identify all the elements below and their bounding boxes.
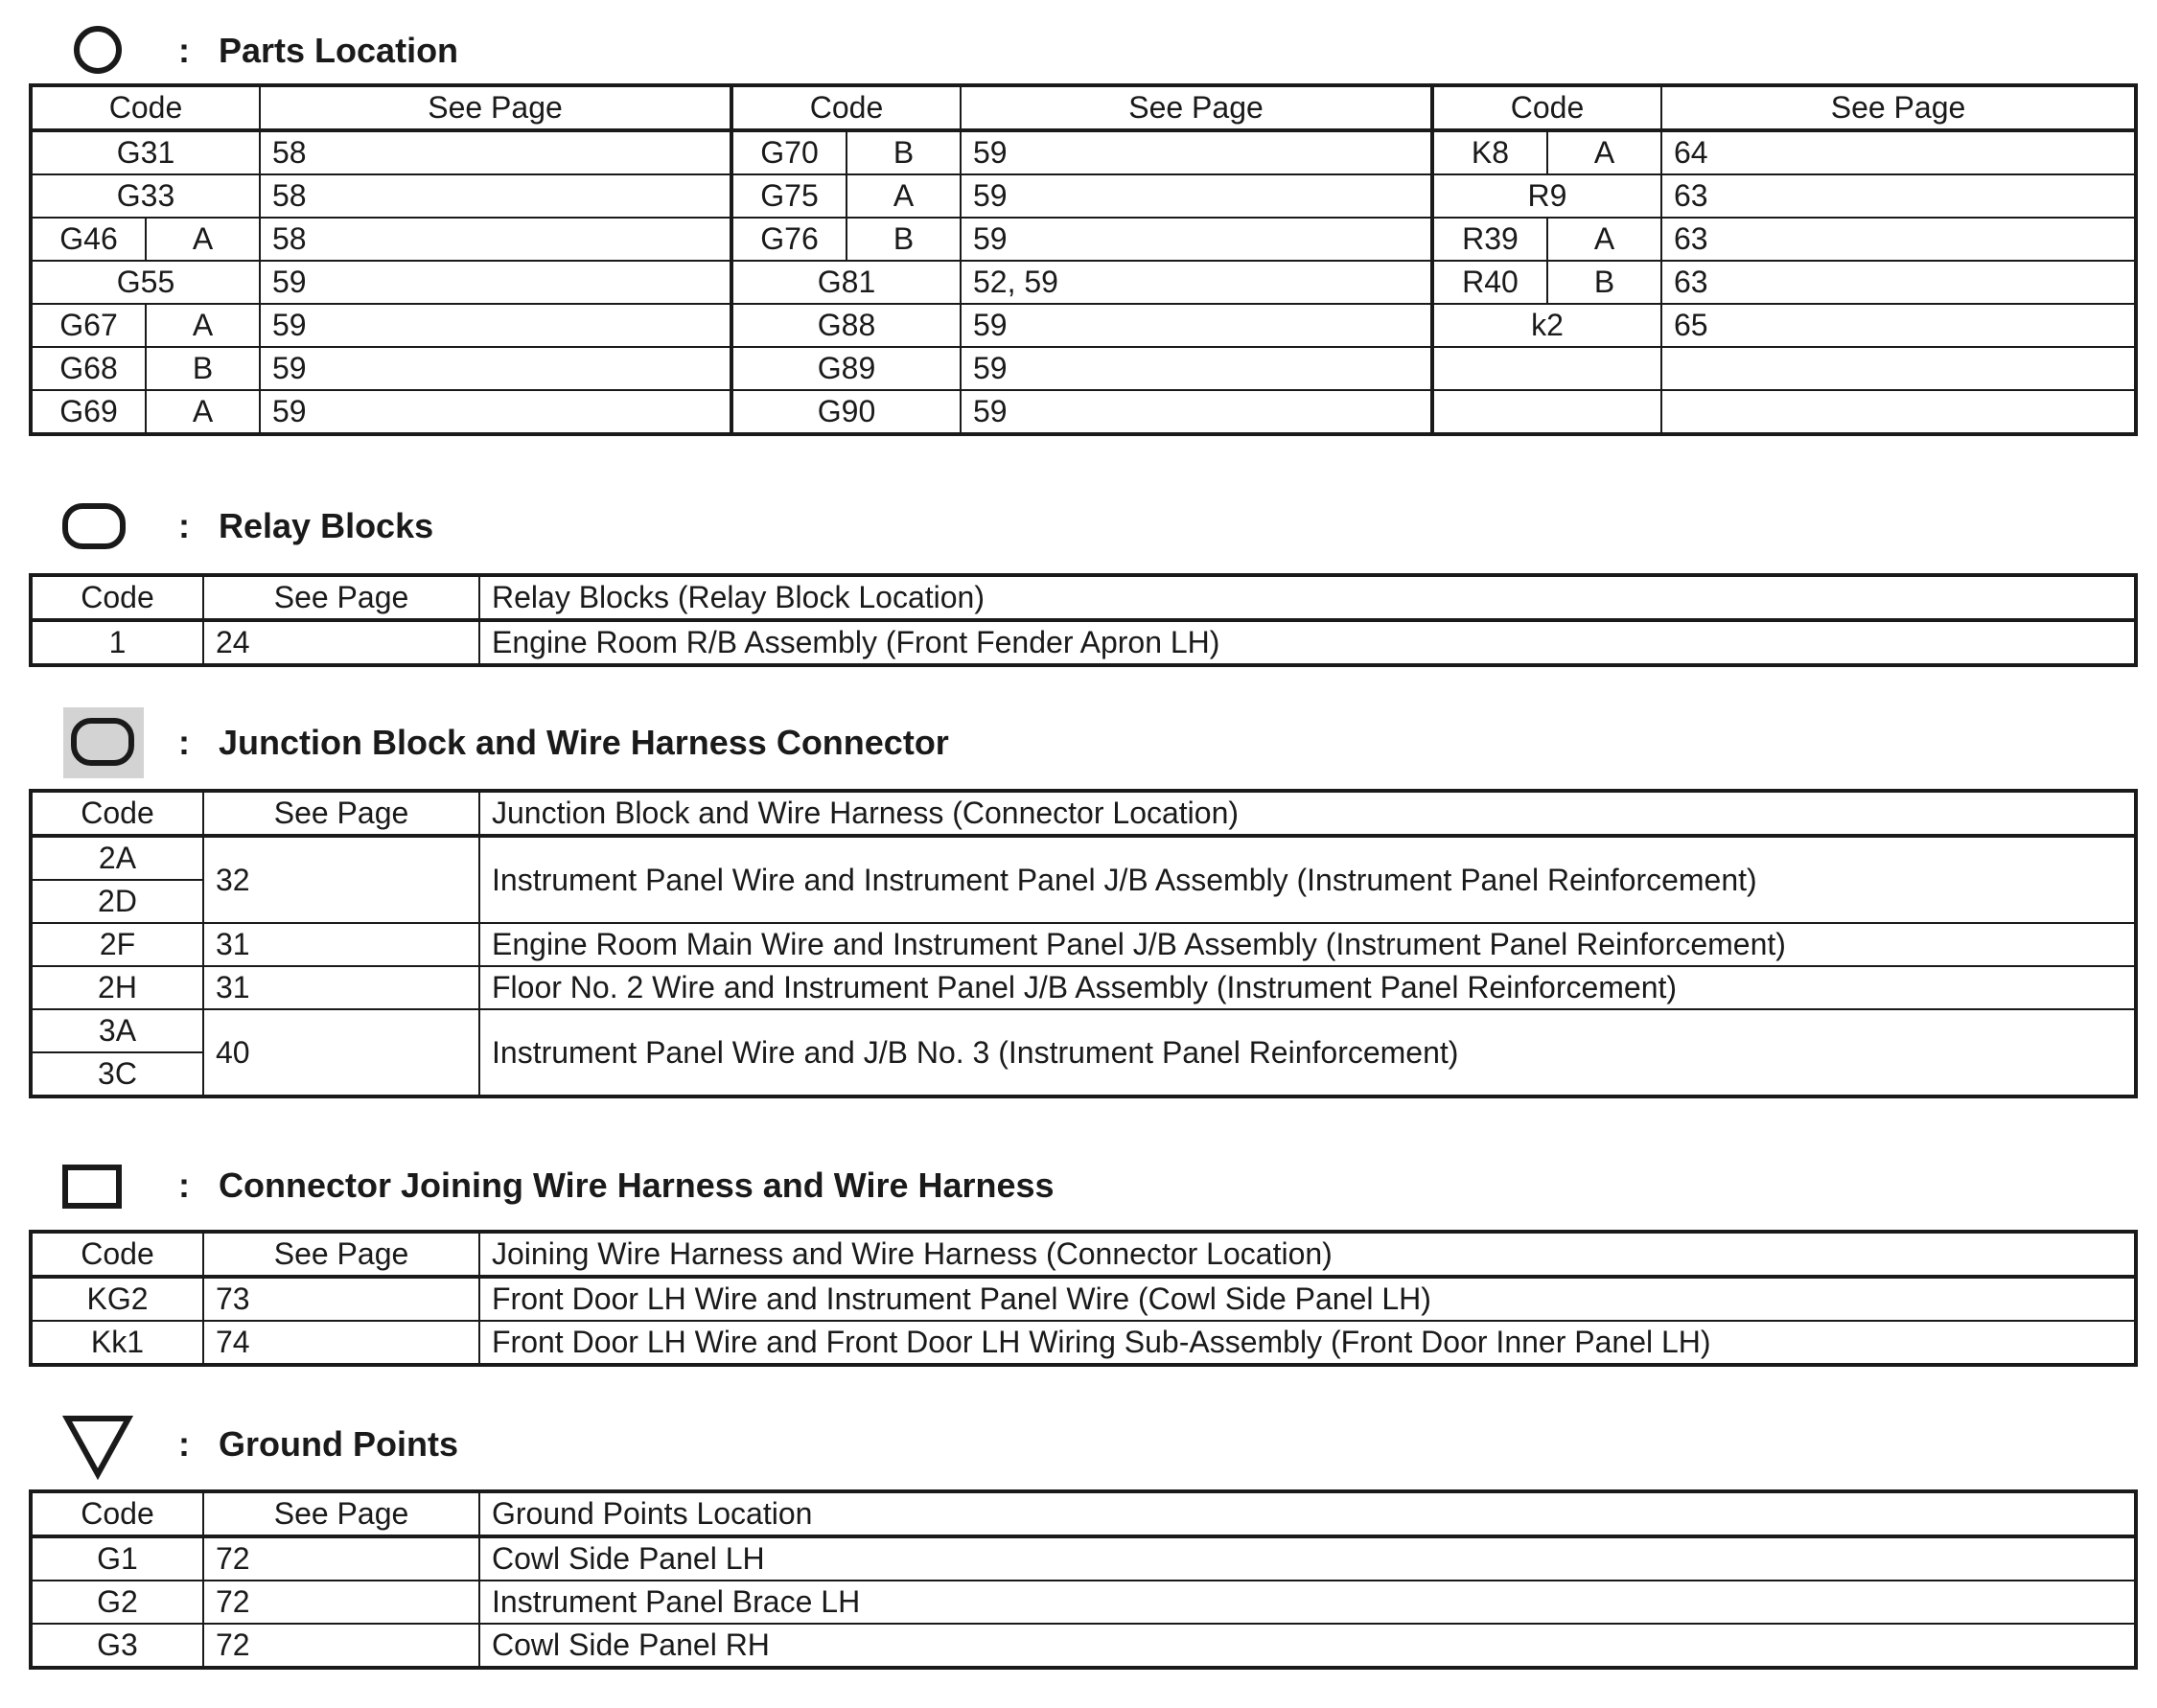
- section-title: Junction Block and Wire Harness Connector: [219, 723, 949, 762]
- table-row: [31, 620, 2136, 665]
- code-cell: G46: [31, 218, 146, 261]
- page-cell: 59: [961, 347, 1432, 390]
- description-cell: Front Door LH Wire and Front Door LH Wiring Sub-Assembly (Front Door Inner Panel LH): [479, 1321, 2136, 1365]
- table-row: [31, 966, 2136, 1009]
- table-header-row: [31, 85, 2136, 130]
- header-description: Joining Wire Harness and Wire Harness (Connector Location): [479, 1232, 2136, 1277]
- description-cell: Engine Room Main Wire and Instrument Panel J/B Assembly (Instrument Panel Reinforcement): [479, 923, 2136, 966]
- description-cell: Cowl Side Panel LH: [479, 1536, 2136, 1581]
- header-see-page: See Page: [260, 85, 731, 130]
- page-cell: 59: [260, 261, 731, 304]
- header-description: Relay Blocks (Relay Block Location): [479, 575, 2136, 620]
- shaded-rounded-rect-icon: [63, 707, 144, 778]
- page-cell: 72: [203, 1536, 479, 1581]
- description-cell: Instrument Panel Wire and J/B No. 3 (Instrument Panel Reinforcement): [479, 1009, 2136, 1096]
- header-see-page: See Page: [961, 85, 1432, 130]
- code-cell: G70: [731, 130, 847, 174]
- ground-points-table: [29, 1489, 2138, 1670]
- table-row: [31, 1009, 2136, 1052]
- code-cell: G90: [731, 390, 961, 434]
- table-row: [31, 130, 2136, 174]
- junction-block-table: [29, 789, 2138, 1098]
- header-see-page: See Page: [1661, 85, 2136, 130]
- page-cell: 74: [203, 1321, 479, 1365]
- page-cell: 72: [203, 1581, 479, 1624]
- code-cell: K8: [1432, 130, 1547, 174]
- code-cell: G67: [31, 304, 146, 347]
- page-cell: 63: [1661, 261, 2136, 304]
- page-cell: 59: [961, 174, 1432, 218]
- code-cell: k2: [1432, 304, 1661, 347]
- header-see-page: See Page: [203, 575, 479, 620]
- code-cell: 2F: [31, 923, 203, 966]
- code-cell: 2D: [31, 880, 203, 923]
- description-cell: Instrument Panel Brace LH: [479, 1581, 2136, 1624]
- table-row: [31, 218, 2136, 261]
- code-cell: 3A: [31, 1009, 203, 1052]
- section-title: Ground Points: [219, 1424, 458, 1464]
- sub-cell: A: [1547, 218, 1661, 261]
- sub-cell: B: [1547, 261, 1661, 304]
- relay-blocks-header: [0, 487, 2157, 564]
- sub-cell: B: [847, 130, 961, 174]
- code-cell: R39: [1432, 218, 1547, 261]
- page-cell: 58: [260, 130, 731, 174]
- header-code: Code: [31, 1232, 203, 1277]
- relay-blocks-table: [29, 573, 2138, 667]
- page-cell: 59: [260, 390, 731, 434]
- description-cell: Instrument Panel Wire and Instrument Panel J/B Assembly (Instrument Panel Reinforcement): [479, 836, 2136, 923]
- joining-connector-header: [0, 1146, 2157, 1223]
- sub-cell: B: [847, 218, 961, 261]
- header-code: Code: [1432, 85, 1661, 130]
- table-header-row: [31, 1232, 2136, 1277]
- code-cell: Kk1: [31, 1321, 203, 1365]
- code-cell: 2H: [31, 966, 203, 1009]
- table-row: [31, 1277, 2136, 1321]
- section-colon: :: [178, 1166, 190, 1205]
- page-cell: 31: [203, 966, 479, 1009]
- code-cell: G55: [31, 261, 260, 304]
- page-cell: 59: [260, 347, 731, 390]
- code-cell: 2A: [31, 836, 203, 880]
- sub-cell: A: [1547, 130, 1661, 174]
- header-code: Code: [31, 791, 203, 836]
- code-cell: R40: [1432, 261, 1547, 304]
- page-cell: 40: [203, 1009, 479, 1096]
- table-row: [31, 1536, 2136, 1581]
- page-cell: 31: [203, 923, 479, 966]
- code-cell: [1432, 347, 1661, 390]
- table-row: [31, 1321, 2136, 1365]
- description-cell: Front Door LH Wire and Instrument Panel Wire (Cowl Side Panel LH): [479, 1277, 2136, 1321]
- rectangle-icon: [61, 1164, 125, 1212]
- page-cell: 64: [1661, 130, 2136, 174]
- page-cell: 59: [961, 304, 1432, 347]
- parts-location-table: [29, 83, 2138, 436]
- page-cell: 63: [1661, 174, 2136, 218]
- page-cell: [1661, 390, 2136, 434]
- table-row: [31, 1624, 2136, 1668]
- code-cell: G81: [731, 261, 961, 304]
- page-cell: 63: [1661, 218, 2136, 261]
- page-cell: [1661, 347, 2136, 390]
- code-cell: G76: [731, 218, 847, 261]
- section-colon: :: [178, 31, 190, 70]
- page-cell: 32: [203, 836, 479, 923]
- code-cell: 3C: [31, 1052, 203, 1096]
- page-cell: 59: [961, 218, 1432, 261]
- description-cell: Floor No. 2 Wire and Instrument Panel J/B Assembly (Instrument Panel Reinforcement): [479, 966, 2136, 1009]
- code-cell: G1: [31, 1536, 203, 1581]
- section-colon: :: [178, 506, 190, 545]
- page-cell: 73: [203, 1277, 479, 1321]
- code-cell: G68: [31, 347, 146, 390]
- header-code: Code: [31, 85, 260, 130]
- table-row: [31, 304, 2136, 347]
- page-cell: 65: [1661, 304, 2136, 347]
- page-cell: 58: [260, 174, 731, 218]
- section-colon: :: [178, 723, 190, 762]
- table-row: [31, 347, 2136, 390]
- header-code: Code: [31, 1491, 203, 1536]
- page-cell: 59: [961, 390, 1432, 434]
- header-description: Junction Block and Wire Harness (Connector Location): [479, 791, 2136, 836]
- header-see-page: See Page: [203, 791, 479, 836]
- table-row: [31, 390, 2136, 434]
- header-see-page: See Page: [203, 1491, 479, 1536]
- table-header-row: [31, 575, 2136, 620]
- page-cell: 59: [260, 304, 731, 347]
- table-header-row: [31, 1491, 2136, 1536]
- sub-cell: B: [146, 347, 260, 390]
- table-row: [31, 923, 2136, 966]
- table-row: [31, 1581, 2136, 1624]
- code-cell: 1: [31, 620, 203, 665]
- page-cell: 52, 59: [961, 261, 1432, 304]
- page-cell: 59: [961, 130, 1432, 174]
- ground-points-header: [0, 1405, 2157, 1482]
- code-cell: G33: [31, 174, 260, 218]
- description-cell: Engine Room R/B Assembly (Front Fender Apron LH): [479, 620, 2136, 665]
- code-cell: R9: [1432, 174, 1661, 218]
- section-title: Parts Location: [219, 31, 459, 70]
- code-cell: G3: [31, 1624, 203, 1668]
- code-cell: G88: [731, 304, 961, 347]
- header-code: Code: [731, 85, 961, 130]
- sub-cell: A: [847, 174, 961, 218]
- header-see-page: See Page: [203, 1232, 479, 1277]
- sub-cell: A: [146, 218, 260, 261]
- code-cell: G69: [31, 390, 146, 434]
- code-cell: [1432, 390, 1661, 434]
- table-header-row: [31, 791, 2136, 836]
- code-cell: G2: [31, 1581, 203, 1624]
- junction-block-header: [0, 704, 2157, 780]
- page-cell: 72: [203, 1624, 479, 1668]
- section-title: Relay Blocks: [219, 506, 434, 545]
- sub-cell: A: [146, 304, 260, 347]
- page-cell: 58: [260, 218, 731, 261]
- code-cell: KG2: [31, 1277, 203, 1321]
- sub-cell: A: [146, 390, 260, 434]
- circle-icon: [71, 23, 125, 77]
- header-code: Code: [31, 575, 203, 620]
- description-cell: Cowl Side Panel RH: [479, 1624, 2136, 1668]
- page-cell: 24: [203, 620, 479, 665]
- table-row: [31, 836, 2136, 880]
- code-cell: G31: [31, 130, 260, 174]
- header-description: Ground Points Location: [479, 1491, 2136, 1536]
- parts-location-header: [0, 10, 2157, 86]
- code-cell: G89: [731, 347, 961, 390]
- section-colon: :: [178, 1424, 190, 1464]
- section-title: Connector Joining Wire Harness and Wire Harness: [219, 1166, 1055, 1205]
- triangle-down-icon: [61, 1413, 134, 1480]
- rounded-rect-icon: [61, 502, 128, 552]
- code-cell: G75: [731, 174, 847, 218]
- table-row: [31, 261, 2136, 304]
- joining-connector-table: [29, 1230, 2138, 1367]
- table-row: [31, 174, 2136, 218]
